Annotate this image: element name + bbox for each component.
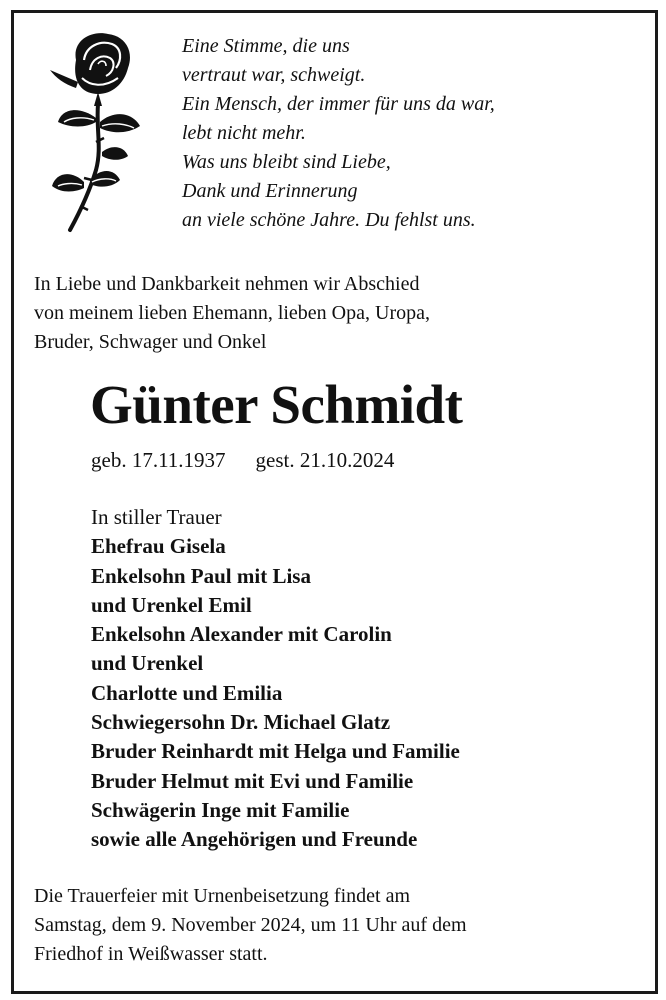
mourner-line: sowie alle Angehörigen und Freunde bbox=[91, 827, 418, 852]
ceremony-line: Friedhof in Weißwasser statt. bbox=[34, 943, 268, 965]
poem-line: Was uns bleibt sind Liebe, bbox=[182, 151, 391, 173]
death-date: gest. 21.10.2024 bbox=[255, 448, 395, 472]
mourner-line: Ehefrau Gisela bbox=[91, 534, 226, 559]
ceremony-line: Samstag, dem 9. November 2024, um 11 Uhr auf dem bbox=[34, 914, 467, 936]
mourner-line: Bruder Reinhardt mit Helga und Familie bbox=[91, 739, 460, 764]
mourner-line: Bruder Helmut mit Evi und Familie bbox=[91, 768, 414, 793]
mourners-list bbox=[91, 503, 631, 855]
poem-line: lebt nicht mehr. bbox=[182, 122, 306, 144]
mourner-line: und Urenkel Emil bbox=[91, 592, 252, 617]
deceased-name: Günter Schmidt bbox=[90, 374, 463, 435]
mourner-line: Charlotte und Emilia bbox=[91, 680, 283, 705]
mourner-line: Enkelsohn Alexander mit Carolin bbox=[91, 622, 392, 647]
poem-line: Eine Stimme, die uns bbox=[182, 35, 350, 57]
mourner-line: Schwägerin Inge mit Familie bbox=[91, 797, 350, 822]
birth-date: geb. 17.11.1937 bbox=[91, 448, 226, 472]
intro-line: In Liebe und Dankbarkeit nehmen wir Abschied bbox=[34, 273, 420, 295]
poem bbox=[182, 32, 622, 235]
poem-line: Dank und Erinnerung bbox=[182, 180, 358, 202]
mourner-line: Enkelsohn Paul mit Lisa bbox=[91, 563, 311, 588]
life-dates bbox=[91, 446, 394, 475]
ceremony-line: Die Trauerfeier mit Urnenbeisetzung findet am bbox=[34, 885, 410, 907]
ceremony-info bbox=[34, 882, 634, 969]
rose-icon bbox=[36, 30, 146, 235]
mourners-intro: In stiller Trauer bbox=[91, 505, 222, 529]
intro-line: Bruder, Schwager und Onkel bbox=[34, 331, 267, 353]
poem-line: vertraut war, schweigt. bbox=[182, 64, 366, 86]
poem-line: Ein Mensch, der immer für uns da war, bbox=[182, 93, 495, 115]
mourner-line: und Urenkel bbox=[91, 651, 204, 676]
intro-line: von meinem lieben Ehemann, lieben Opa, Uropa, bbox=[34, 302, 430, 324]
poem-line: an viele schöne Jahre. Du fehlst uns. bbox=[182, 209, 476, 231]
farewell-intro bbox=[34, 270, 634, 357]
mourner-line: Schwiegersohn Dr. Michael Glatz bbox=[91, 710, 391, 735]
